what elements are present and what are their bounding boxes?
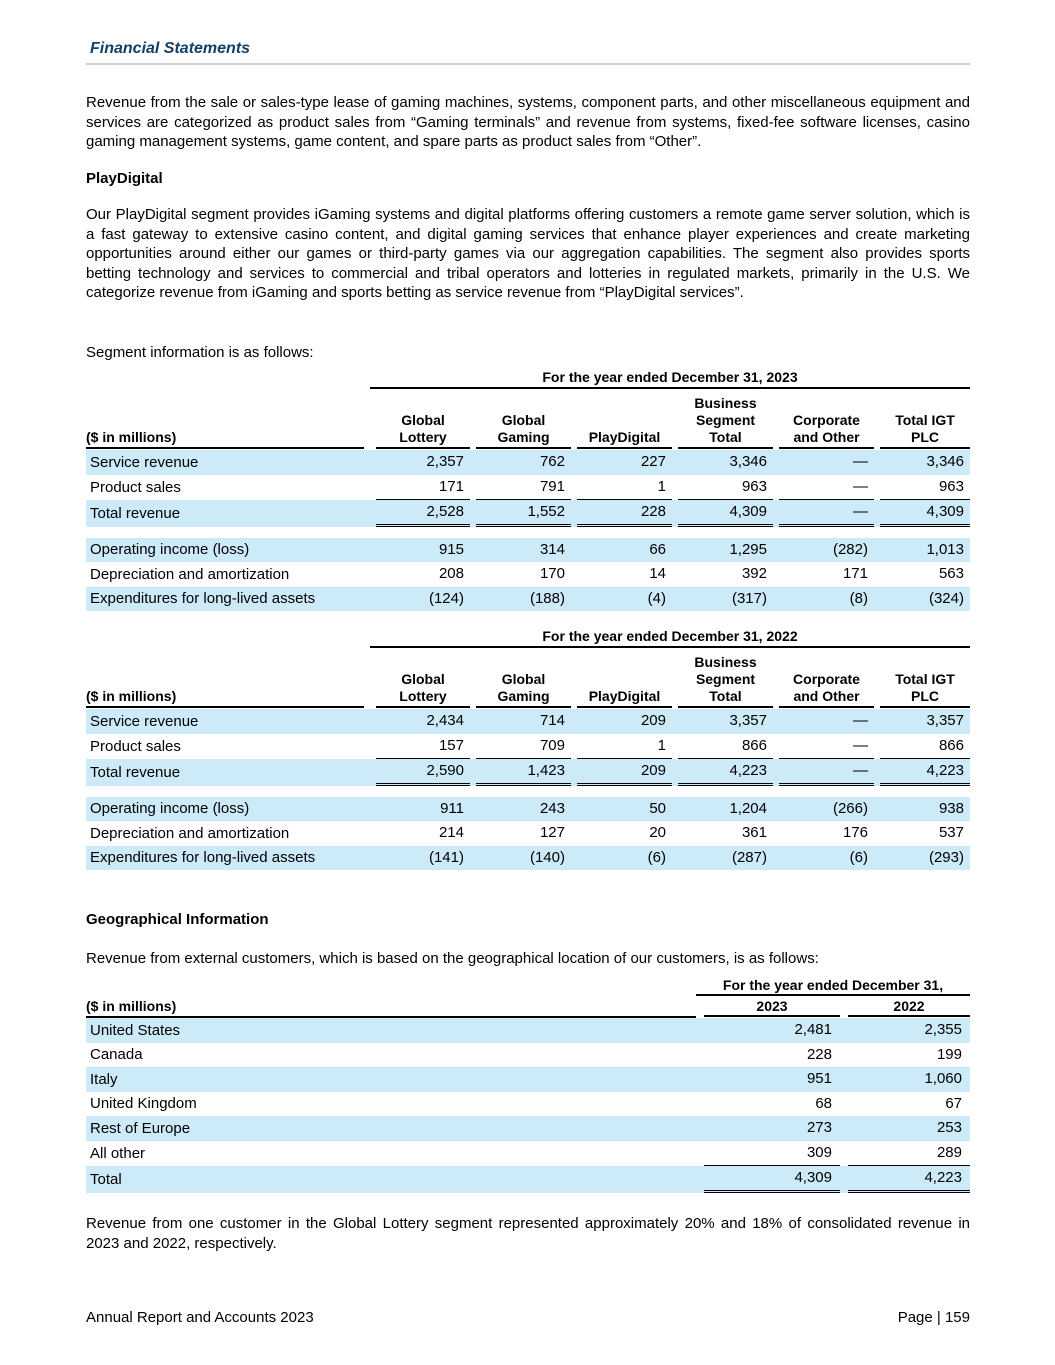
cell-value: (317)	[731, 589, 767, 607]
cell-value: 563	[938, 565, 964, 583]
column-header-business-segment-total: Business Segment Total	[678, 395, 773, 449]
footer-page-number: Page | 159	[897, 1309, 970, 1326]
column-header-row	[86, 996, 970, 1018]
cell-value: 314	[539, 540, 565, 558]
table-row	[86, 1116, 970, 1141]
cell-value: 915	[438, 540, 464, 558]
cell-value: 66	[649, 540, 666, 558]
cell-value: 392	[741, 565, 767, 583]
segment-table-2023-wrapper	[86, 364, 970, 611]
table-row	[86, 587, 970, 612]
table-row	[86, 1018, 970, 1043]
row-label: Total revenue	[86, 759, 370, 786]
closing-paragraph: Revenue from one customer in the Global Lottery segment represented approximately 20% and 18% of consolidated revenue in 2023 and 2022, respectively.	[86, 1215, 970, 1252]
row-label: Expenditures for long-lived assets	[86, 846, 370, 871]
column-header-total-igt-plc: Total IGT PLC	[880, 412, 970, 449]
row-label: Rest of Europe	[86, 1116, 696, 1141]
row-label: Product sales	[90, 478, 181, 496]
cell-value: —	[853, 712, 868, 730]
cell-value: (266)	[832, 799, 868, 817]
cell-value: 4,223	[848, 1166, 970, 1193]
table-row	[86, 734, 970, 759]
table-row-total	[86, 500, 970, 527]
cell-value: (324)	[928, 589, 964, 607]
table-row	[86, 1092, 970, 1117]
table-row	[86, 450, 970, 475]
cell-value: (6)	[647, 848, 666, 866]
column-header-global-gaming: Global Gaming	[476, 671, 571, 708]
cell-value: 1,013	[926, 540, 964, 558]
cell-value: 1,060	[924, 1070, 962, 1088]
table-row	[86, 1043, 970, 1068]
column-header-business-segment-total: Business Segment Total	[678, 654, 773, 708]
segment-table-2023	[86, 364, 970, 611]
cell-value: (4)	[647, 589, 666, 607]
cell-value: 1,423	[476, 759, 571, 786]
cell-value: 227	[640, 453, 666, 471]
column-header-corporate-and-other: Corporate and Other	[779, 412, 874, 449]
row-label: Depreciation and amortization	[90, 565, 290, 583]
row-label: Product sales	[90, 737, 181, 755]
table-caption: For the year ended December 31, 2022	[370, 623, 970, 648]
cell-value: 171	[842, 565, 868, 583]
row-label: United States	[86, 1018, 696, 1043]
cell-value: 866	[880, 734, 970, 759]
cell-value: —	[853, 453, 868, 471]
cell-value: 309	[704, 1141, 840, 1166]
cell-value: 938	[938, 799, 964, 817]
cell-value: —	[779, 475, 874, 500]
geo-table-wrapper	[86, 972, 970, 1193]
cell-value: 3,346	[926, 453, 964, 471]
geo-table	[86, 972, 970, 1193]
cell-value: 4,309	[880, 500, 970, 527]
segment-intro: Segment information is as follows:	[86, 344, 314, 361]
table-caption: For the year ended December 31,	[696, 972, 970, 996]
cell-value: 2,528	[376, 500, 470, 527]
row-label: Total revenue	[86, 500, 370, 527]
column-header-global-lottery: Global Lottery	[376, 412, 470, 449]
cell-value: 951	[806, 1070, 832, 1088]
column-header-total-igt-plc: Total IGT PLC	[880, 671, 970, 708]
table-row	[86, 846, 970, 871]
table-row	[86, 821, 970, 846]
cell-value: 209	[640, 712, 666, 730]
column-header-label: ($ in millions)	[86, 429, 364, 449]
cell-value: 20	[649, 824, 666, 842]
column-header-row	[86, 648, 970, 709]
section-header: Financial Statements	[86, 40, 970, 65]
column-header-global-gaming: Global Gaming	[476, 412, 571, 449]
cell-value: 170	[539, 565, 565, 583]
cell-value: (282)	[832, 540, 868, 558]
column-header-label: ($ in millions)	[86, 688, 364, 708]
cell-value: (124)	[428, 589, 464, 607]
geo-intro: Revenue from external customers, which is based on the geographical location of our customers, is as follows:	[86, 950, 819, 967]
cell-value: (141)	[428, 848, 464, 866]
row-label: Service revenue	[86, 709, 370, 734]
cell-value: 1,552	[476, 500, 571, 527]
table-row-total	[86, 759, 970, 786]
cell-value: 157	[376, 734, 470, 759]
segment-table-2022	[86, 623, 970, 870]
cell-value: 214	[438, 824, 464, 842]
column-header-playdigital: PlayDigital	[577, 429, 672, 449]
table-row	[86, 475, 970, 500]
cell-value: (8)	[849, 589, 868, 607]
row-label: Expenditures for long-lived assets	[86, 587, 370, 612]
row-label: Operating income (loss)	[86, 797, 370, 822]
cell-value: 273	[806, 1119, 832, 1137]
cell-value: (140)	[529, 848, 565, 866]
cell-value: 171	[376, 475, 470, 500]
row-label: Depreciation and amortization	[90, 824, 290, 842]
cell-value: (188)	[529, 589, 565, 607]
footer-report-title: Annual Report and Accounts 2023	[86, 1309, 314, 1326]
table-row	[86, 709, 970, 734]
cell-value: (6)	[849, 848, 868, 866]
table-row	[86, 562, 970, 587]
cell-value: 208	[438, 565, 464, 583]
cell-value: 3,357	[926, 712, 964, 730]
cell-value: 228	[806, 1045, 832, 1063]
cell-value: 762	[539, 453, 565, 471]
row-label: Italy	[86, 1067, 696, 1092]
cell-value: —	[779, 759, 874, 786]
column-header-label: ($ in millions)	[86, 996, 696, 1018]
cell-value: 2,355	[924, 1021, 962, 1039]
cell-value: 791	[476, 475, 571, 500]
row-label: Service revenue	[86, 450, 370, 475]
cell-value: 4,309	[704, 1166, 840, 1193]
row-label: Canada	[90, 1046, 143, 1064]
playdigital-heading: PlayDigital	[86, 170, 163, 187]
cell-value: 50	[649, 799, 666, 817]
cell-value: (287)	[731, 848, 767, 866]
column-header-2022: 2022	[848, 998, 970, 1017]
cell-value: 2,357	[426, 453, 464, 471]
cell-value: 709	[476, 734, 571, 759]
cell-value: 714	[539, 712, 565, 730]
playdigital-paragraph: Our PlayDigital segment provides iGaming systems and digital platforms offering customers a remote game server solution, which is a fast gateway to extensive casino content, and digital gaming services that enhance player experiences and create marketing opportunities around either our games or third-party games via our aggregation capabilities. The segment also provides sports betting technology and services to commercial and tribal operators and lotteries in regulated markets, primarily in the U.S. We categorize revenue from iGaming and sports betting as service revenue from “PlayDigital services”.	[86, 206, 970, 302]
table-row-total	[86, 1166, 970, 1193]
cell-value: 3,346	[729, 453, 767, 471]
cell-value: 4,223	[880, 759, 970, 786]
row-label: All other	[90, 1144, 146, 1162]
cell-value: 228	[577, 500, 672, 527]
cell-value: 2,481	[794, 1021, 832, 1039]
table-row	[86, 1141, 970, 1166]
column-header-playdigital: PlayDigital	[577, 688, 672, 708]
column-header-2023: 2023	[704, 998, 840, 1017]
cell-value: 1,204	[729, 799, 767, 817]
cell-value: 68	[815, 1094, 832, 1112]
cell-value: 4,223	[678, 759, 773, 786]
row-label: Operating income (loss)	[86, 538, 370, 563]
cell-value: (293)	[928, 848, 964, 866]
cell-value: 1,295	[729, 540, 767, 558]
column-header-global-lottery: Global Lottery	[376, 671, 470, 708]
cell-value: 209	[577, 759, 672, 786]
table-row	[86, 797, 970, 822]
cell-value: 2,590	[376, 759, 470, 786]
cell-value: 199	[936, 1045, 962, 1063]
cell-value: 289	[848, 1141, 970, 1166]
cell-value: 127	[539, 824, 565, 842]
column-header-row	[86, 389, 970, 450]
column-header-corporate-and-other: Corporate and Other	[779, 671, 874, 708]
cell-value: —	[779, 734, 874, 759]
geo-heading: Geographical Information	[86, 911, 269, 928]
cell-value: 911	[440, 799, 464, 817]
table-row	[86, 1067, 970, 1092]
table-caption: For the year ended December 31, 2023	[370, 364, 970, 389]
cell-value: 243	[539, 799, 565, 817]
segment-table-2022-wrapper	[86, 623, 970, 870]
cell-value: 537	[938, 824, 964, 842]
row-label: Total	[86, 1166, 696, 1193]
cell-value: 2,434	[426, 712, 464, 730]
cell-value: 253	[936, 1119, 962, 1137]
cell-value: 361	[741, 824, 767, 842]
row-label: United Kingdom	[90, 1095, 197, 1113]
cell-value: 866	[678, 734, 773, 759]
cell-value: 67	[945, 1094, 962, 1112]
cell-value: 1	[577, 734, 672, 759]
intro-paragraph: Revenue from the sale or sales-type lease of gaming machines, systems, component parts, and other miscellaneous equipment and services are categorized as product sales from “Gaming terminals” and revenue from systems, fixed-fee software licenses, casino gaming management systems, game content, and spare parts as product sales from “Other”.	[86, 94, 970, 151]
cell-value: 176	[842, 824, 868, 842]
cell-value: 963	[880, 475, 970, 500]
cell-value: 14	[649, 565, 666, 583]
cell-value: 4,309	[678, 500, 773, 527]
cell-value: 1	[577, 475, 672, 500]
cell-value: 963	[678, 475, 773, 500]
cell-value: 3,357	[729, 712, 767, 730]
cell-value: —	[779, 500, 874, 527]
table-row	[86, 538, 970, 563]
